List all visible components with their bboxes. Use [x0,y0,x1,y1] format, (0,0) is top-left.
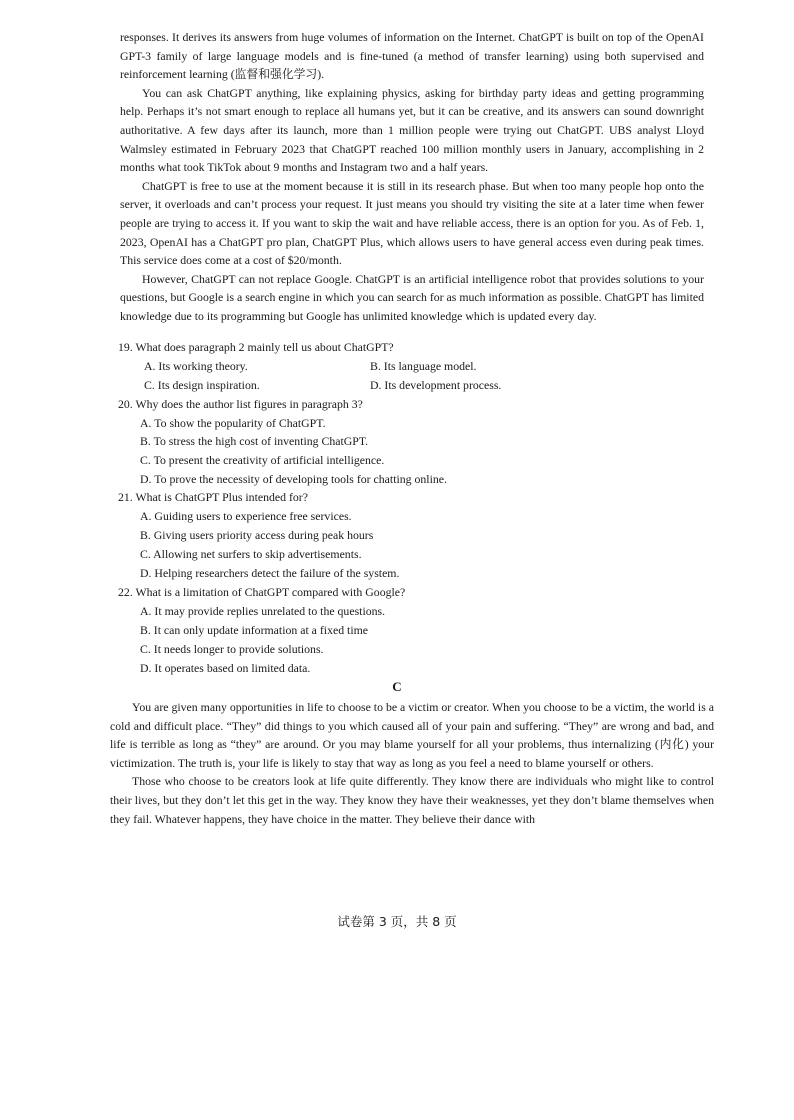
option-a[interactable] [144,357,248,376]
option-c[interactable] [140,640,324,659]
passage-paragraph-1: responses. It derives its answers from huge volumes of information on the Internet. ChatGPT is built on top of the OpenAI GPT-3 family of large language models and is fine-tuned (a method of transfer learning) using both supervised and reinforcement learning (监督和强化学习). [120,30,704,82]
question-text: What does paragraph 2 mainly tell us about ChatGPT? [135,340,394,354]
passage-paragraph-4: However, ChatGPT can not replace Google. ChatGPT is an artificial intelligence robot that provides solutions to your questions, but Google is a search engine in which you can search for as much information as possible. ChatGPT has limited knowledge due to its programming but Google has unlimited knowledge which is updated every day. [120,271,704,323]
option-a[interactable] [140,602,385,621]
option-label: B. [140,528,151,542]
passage-c-paragraph-2: Those who choose to be creators look at life quite differently. They know there are individuals who might like to control their lives, but they don’t let this get in the way. They know they have their weaknesses, yet they don’t blame themselves when they fail. Whatever happens, they have choice in the matter. They believe their dance with [110,774,714,826]
option-label: A. [140,509,152,523]
page-footer: 试卷第 3 页，共 8 页 [337,914,457,929]
option-label: C. [140,547,151,561]
option-label: C. [140,453,151,467]
question-number: 19. [118,340,133,354]
option-label: B. [370,359,381,373]
option-text: Its development process. [384,378,502,392]
option-label: D. [140,472,152,486]
option-text: To show the popularity of ChatGPT. [154,416,326,430]
option-label: D. [140,566,152,580]
option-label: B. [140,434,151,448]
passage-c-paragraph-1: You are given many opportunities in life to choose to be a victim or creator. When you choose to be a victim, the world is a cold and difficult place. “They” did things to you which caused all of your pain and suffering. “They” are wrong and bad, and life is terrible as long as “they” are around. Or you may blame yourself for all your problems, thus internalizing (内化) your victimization. The truth is, your life is likely to stay that way as long as you feel a need to blame yourself or others. [110,700,714,770]
question-20 [118,395,718,486]
option-a[interactable] [140,507,352,526]
option-b[interactable] [140,621,368,640]
question-19 [118,338,718,392]
option-text: It may provide replies unrelated to the questions. [154,604,386,618]
question-text: Why does the author list figures in paragraph 3? [135,397,363,411]
option-text: Its working theory. [158,359,248,373]
option-text: To stress the high cost of inventing ChatGPT. [153,434,369,448]
question-21 [118,488,718,580]
question-stem [118,488,718,507]
option-text: To prove the necessity of developing tools for chatting online. [154,472,447,486]
option-label: D. [370,378,382,392]
option-text: Giving users priority access during peak hours [153,528,374,542]
passage-b [120,28,704,326]
option-text: Its language model. [383,359,477,373]
option-label: B. [140,623,151,637]
option-text: To present the creativity of artificial intelligence. [153,453,385,467]
option-label: A. [144,359,156,373]
option-label: A. [140,604,152,618]
option-d[interactable] [140,659,310,678]
question-stem [118,338,718,357]
option-text: Helping researchers detect the failure of the system. [154,566,400,580]
option-c[interactable] [144,376,260,395]
option-label: C. [144,378,155,392]
option-a[interactable] [140,414,326,433]
passage-paragraph-2: You can ask ChatGPT anything, like explaining physics, asking for birthday party ideas and getting programming help. Perhaps it’s not smart enough to replace all humans yet, but it can be creative, and its answers can sound downright authoritative. A few days after its launch, more than 1 million people were trying out ChatGPT. UBS analyst Lloyd Walmsley estimated in February 2023 that ChatGPT reached 100 million monthly users in January, accomplishing in 2 months what took TikTok about 9 months and Instagram two and a half years. [120,85,704,175]
question-number: 20. [118,397,133,411]
option-text: Its design inspiration. [157,378,260,392]
question-stem [118,395,718,414]
option-b[interactable] [140,432,368,451]
question-22 [118,583,718,675]
passage-paragraph-3: ChatGPT is free to use at the moment because it is still in its research phase. But when too many people hop onto the server, it overloads and can’t process your request. It just means you should try visiting the site at a later time when fewer people are trying to access it. If you want to skip the wait and have reliable access, there is an option for you. As of Feb. 1, 2023, OpenAI has a ChatGPT pro plan, ChatGPT Plus, which allows users to have general access even during peak times. This service does come at a cost of $20/month. [120,178,704,268]
option-text: It needs longer to provide solutions. [153,642,324,656]
option-text: Allowing net surfers to skip advertisements. [153,547,362,561]
option-text: It can only update information at a fixed time [153,623,369,637]
option-label: D. [140,661,152,675]
option-label: C. [140,642,151,656]
option-d[interactable] [370,376,501,395]
question-number: 21. [118,490,133,504]
option-d[interactable] [140,564,399,583]
option-b[interactable] [140,526,373,545]
option-text: Guiding users to experience free services. [154,509,352,523]
question-text: What is a limitation of ChatGPT compared with Google? [135,585,406,599]
option-c[interactable] [140,451,384,470]
option-d[interactable] [140,470,447,489]
question-text: What is ChatGPT Plus intended for? [135,490,308,504]
question-number: 22. [118,585,133,599]
option-label: A. [140,416,152,430]
option-c[interactable] [140,545,362,564]
passage-c [110,698,714,828]
question-stem [118,583,718,602]
option-b[interactable] [370,357,477,376]
option-text: It operates based on limited data. [154,661,311,675]
section-heading-c: C [392,679,402,694]
